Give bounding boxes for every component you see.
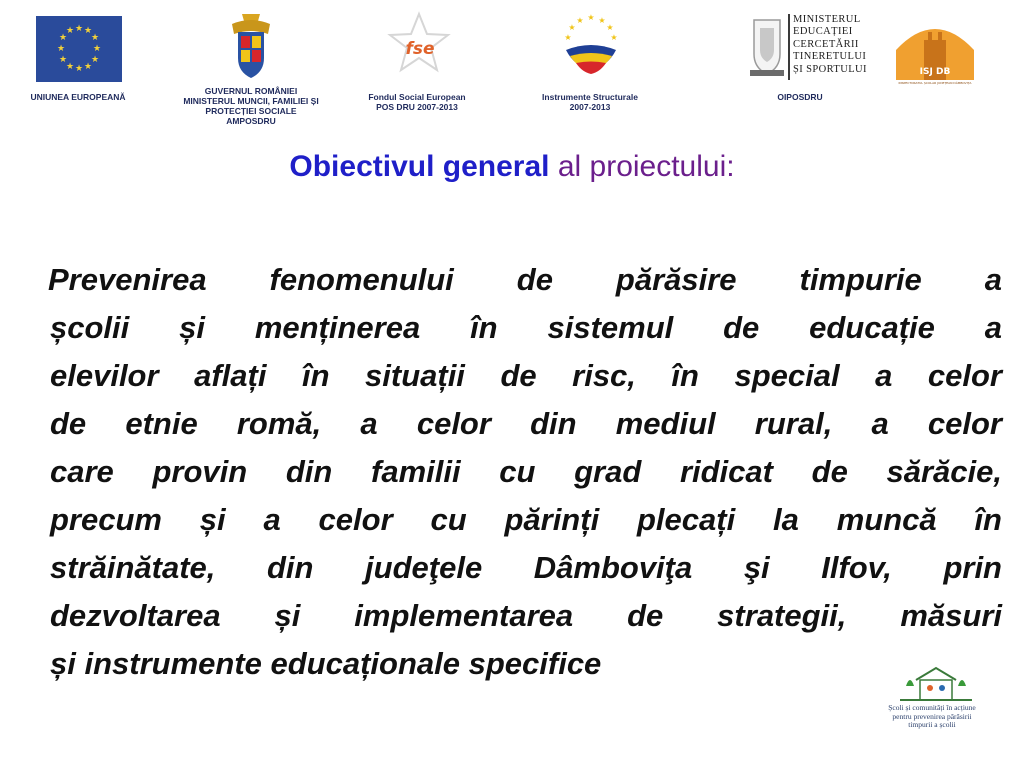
svg-text:★: ★ (65, 62, 75, 72)
title-bold: Obiectivul general (289, 150, 550, 183)
paragraph-line: dezvoltarea și implementarea de strategii, măsuri (50, 598, 1002, 633)
isj-bottom-text: INSPECTORATUL ȘCOLAR JUDEȚEAN DÂMBOVIȚA (898, 81, 972, 85)
page-title (0, 150, 1024, 184)
svg-text:★: ★ (58, 55, 68, 65)
guvern-caption: GUVERNUL ROMÂNIEI MINISTERUL MUNCII, FAMILIEI ȘI PROTECȚIEI SOCIALE AMPOSDRU (183, 86, 319, 126)
paragraph-line: precum și a celor cu părinți plecați la muncă în (50, 502, 1002, 537)
svg-text:★: ★ (90, 55, 100, 65)
fse-mark-text: fse (405, 39, 435, 59)
paragraph-line: școlii și menținerea în sistemul de educație a (50, 310, 1002, 345)
paragraph-line: străinătate, din judeţele Dâmboviţa şi Ilfov, prin (50, 550, 1002, 585)
svg-text:★: ★ (92, 44, 102, 54)
eu-flag-icon (36, 16, 122, 82)
paragraph-line: și instrumente educaționale specifice (50, 646, 602, 681)
instrumente-caption: Instrumente Structurale 2007-2013 (542, 92, 638, 112)
ministry-emblem-icon (748, 14, 786, 80)
svg-text:★: ★ (606, 23, 614, 32)
school-community-caption: Școli și comunități în acțiune pentru prevenirea părăsirii timpurii a școlii (888, 703, 976, 729)
svg-text:★: ★ (83, 62, 93, 72)
isj-mark-text: ISJ DB (919, 67, 951, 77)
paragraph-line: care provin din familii cu grad ridicat de sărăcie, (50, 454, 1002, 489)
svg-text:★: ★ (576, 16, 584, 25)
svg-text:★: ★ (58, 33, 68, 43)
ministry-caption: OIPOSDRU (777, 92, 823, 102)
svg-text:★: ★ (598, 16, 606, 25)
svg-text:★: ★ (587, 13, 595, 22)
ministry-divider (788, 14, 790, 80)
ministry-name: MINISTERUL EDUCAȚIEI CERCETĂRII TINERETULUI ȘI SPORTULUI (793, 14, 867, 75)
title-normal: al proiectului: (557, 150, 735, 183)
svg-text:★: ★ (56, 44, 66, 54)
romanian-coat-of-arms-icon (228, 12, 274, 80)
svg-text:★: ★ (83, 26, 93, 36)
svg-text:★: ★ (74, 64, 84, 74)
paragraph-line: elevilor aflați în situații de risc, în special a celor (50, 358, 1002, 393)
objective-paragraph (50, 256, 1002, 688)
svg-text:★: ★ (90, 33, 100, 43)
paragraph-line: Prevenirea fenomenului de părăsire timpurie a (48, 262, 1002, 297)
fse-star-icon (386, 10, 452, 78)
instrumente-structurale-icon (558, 10, 624, 84)
paragraph-line: de etnie romă, a celor din mediul rural, a celor (50, 406, 1002, 441)
isj-logo-icon (890, 14, 980, 86)
svg-text:★: ★ (74, 24, 84, 34)
svg-text:★: ★ (610, 33, 618, 42)
eu-caption: UNIUNEA EUROPEANĂ (30, 92, 126, 102)
svg-text:★: ★ (65, 26, 75, 36)
svg-text:★: ★ (568, 23, 576, 32)
svg-text:★: ★ (564, 33, 572, 42)
fse-caption: Fondul Social European POS DRU 2007-2013 (368, 92, 466, 112)
school-community-logo-icon (896, 666, 976, 704)
